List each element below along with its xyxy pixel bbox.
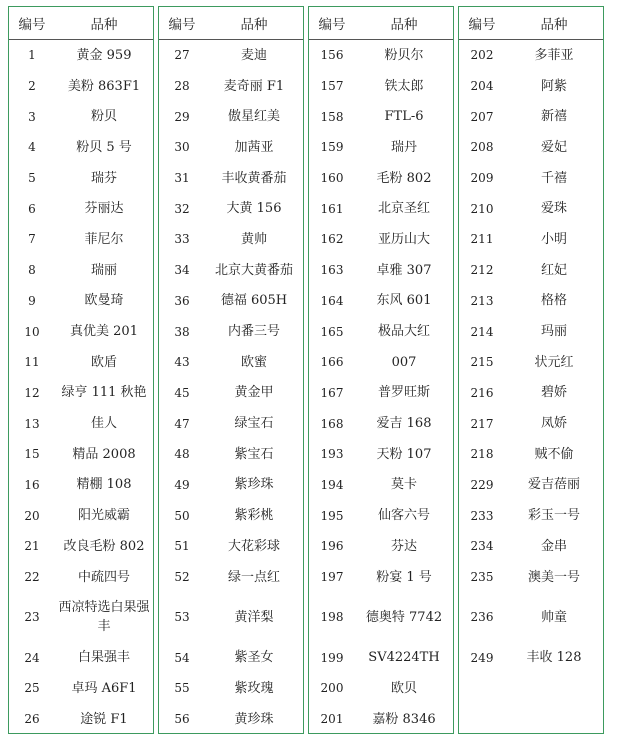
cell-number: 157 <box>320 79 344 94</box>
cell-variety: 紫圣女 <box>234 650 274 666</box>
cell-variety: 凤娇 <box>540 416 567 432</box>
table-row <box>159 286 303 317</box>
table-row <box>159 40 303 71</box>
table-row <box>9 193 153 224</box>
table-row <box>459 408 603 439</box>
table-row <box>309 704 453 735</box>
cell-number: 207 <box>470 109 494 124</box>
cell-variety: 仙客六号 <box>377 508 430 524</box>
cell-variety: 傲星红美 <box>227 109 280 125</box>
table-row <box>459 347 603 378</box>
cell-number: 208 <box>470 140 494 155</box>
cell-number: 31 <box>174 171 190 186</box>
table-row <box>9 224 153 255</box>
cell-variety: 西凉特选白果强丰 <box>58 600 150 635</box>
cell-variety: 内番三号 <box>227 324 280 340</box>
cell-number: 167 <box>320 385 344 400</box>
cell-number: 53 <box>174 610 190 625</box>
cell-variety: 铁太郎 <box>384 78 424 94</box>
cell-variety: 澳美一号 <box>527 569 580 585</box>
table-row <box>9 531 153 562</box>
cell-variety: 北京圣红 <box>377 201 430 217</box>
table-row <box>309 163 453 194</box>
table-row <box>9 316 153 347</box>
table-row <box>9 470 153 501</box>
table-row <box>159 347 303 378</box>
cell-variety: 红妃 <box>540 262 567 278</box>
cell-variety: 天粉 107 <box>376 446 432 462</box>
cell-number: 212 <box>470 263 494 278</box>
cell-number: 56 <box>174 712 190 727</box>
cell-number: 195 <box>320 508 344 523</box>
cell-number: 235 <box>470 570 494 585</box>
cell-variety: 芬达 <box>390 538 417 554</box>
header-variety: 品种 <box>540 17 568 33</box>
table-row <box>159 500 303 531</box>
cell-number: 210 <box>470 201 494 216</box>
cell-variety: 芬丽达 <box>84 201 124 217</box>
table-row <box>459 316 603 347</box>
table-row <box>9 286 153 317</box>
cell-number: 27 <box>174 48 190 63</box>
cell-number: 229 <box>470 477 494 492</box>
cell-variety: 紫玫瑰 <box>234 680 274 696</box>
table-row <box>159 592 303 642</box>
cell-variety: 粉贝 <box>90 109 117 125</box>
cell-number: 29 <box>174 109 190 124</box>
cell-number: 36 <box>174 293 190 308</box>
cell-variety: 黄金 959 <box>76 47 132 63</box>
table-row <box>309 592 453 642</box>
table-row <box>309 101 453 132</box>
table-row <box>309 378 453 409</box>
cell-variety: 彩玉一号 <box>527 508 580 524</box>
cell-variety: 小明 <box>540 231 567 247</box>
cell-variety: 欧盾 <box>90 354 117 370</box>
cell-number: 32 <box>174 201 190 216</box>
cell-number: 34 <box>174 263 190 278</box>
table-header <box>159 7 303 40</box>
cell-number: 5 <box>28 171 36 186</box>
table-row <box>459 224 603 255</box>
table-row <box>459 255 603 286</box>
table-row <box>9 132 153 163</box>
table-row <box>9 255 153 286</box>
table-row <box>309 673 453 704</box>
cell-number: 214 <box>470 324 494 339</box>
cell-number: 201 <box>320 712 344 727</box>
cell-variety: 紫彩桃 <box>234 508 274 524</box>
cell-number: 8 <box>28 263 36 278</box>
table-row <box>309 500 453 531</box>
table-row <box>309 642 453 673</box>
cell-variety: 卓玛 A6F1 <box>71 680 137 696</box>
cell-variety: 紫宝石 <box>234 446 274 462</box>
cell-number: 159 <box>320 140 344 155</box>
cell-variety: 嘉粉 8346 <box>372 711 436 727</box>
cell-number: 209 <box>470 171 494 186</box>
cell-variety: 莫卡 <box>390 477 417 493</box>
cell-number: 165 <box>320 324 344 339</box>
cell-variety: 德奥特 7742 <box>365 609 443 625</box>
table-row <box>459 163 603 194</box>
cell-number: 194 <box>320 477 344 492</box>
cell-variety: 金串 <box>540 538 567 554</box>
cell-number: 1 <box>28 48 36 63</box>
cell-variety: 欧曼琦 <box>84 293 124 309</box>
cell-number: 200 <box>320 681 344 696</box>
cell-number: 16 <box>24 477 40 492</box>
table-header <box>309 7 453 40</box>
cell-variety: 007 <box>391 354 417 370</box>
header-variety: 品种 <box>240 17 268 33</box>
cell-number: 193 <box>320 447 344 462</box>
table-row <box>459 642 603 673</box>
cell-variety: 欧贝 <box>390 680 417 696</box>
table-row <box>9 562 153 593</box>
table-row <box>9 704 153 735</box>
cell-variety: 贼不偷 <box>534 446 574 462</box>
cell-variety: 德福 605H <box>220 293 288 309</box>
cell-number: 3 <box>28 109 36 124</box>
cell-variety: 大花彩球 <box>227 538 280 554</box>
table-row <box>159 378 303 409</box>
cell-variety: 加茜亚 <box>234 139 274 155</box>
table-row <box>309 439 453 470</box>
table-row <box>159 71 303 102</box>
table-row <box>459 531 603 562</box>
table-row <box>159 101 303 132</box>
table-row <box>309 286 453 317</box>
cell-variety: 麦奇丽 F1 <box>223 78 285 94</box>
table-row <box>159 704 303 735</box>
cell-number: 45 <box>174 385 190 400</box>
cell-variety: 千禧 <box>540 170 567 186</box>
cell-variety: 麦迪 <box>240 47 267 63</box>
cell-number: 11 <box>24 355 40 370</box>
cell-variety: 多菲亚 <box>534 47 574 63</box>
table-row <box>159 673 303 704</box>
cell-number: 202 <box>470 48 494 63</box>
table-row <box>159 132 303 163</box>
cell-number: 2 <box>28 79 36 94</box>
cell-variety: 东风 601 <box>376 293 432 309</box>
cell-variety: 普罗旺斯 <box>377 385 430 401</box>
cell-number: 161 <box>320 201 344 216</box>
cell-variety: 北京大黄番茄 <box>214 262 293 278</box>
cell-variety: 绿宝石 <box>234 416 274 432</box>
cell-number: 25 <box>24 681 40 696</box>
cell-variety: 帅童 <box>540 609 567 625</box>
header-variety: 品种 <box>390 17 418 33</box>
cell-variety: 白果强丰 <box>77 650 130 666</box>
cell-number: 15 <box>24 447 40 462</box>
cell-variety: 粉贝尔 <box>384 47 424 63</box>
cell-number: 21 <box>24 539 40 554</box>
cell-variety: 真优美 201 <box>70 324 138 340</box>
cell-number: 218 <box>470 447 494 462</box>
table-row <box>159 408 303 439</box>
cell-number: 211 <box>470 232 494 247</box>
table-row <box>159 642 303 673</box>
table-block-3 <box>308 6 454 734</box>
cell-number: 7 <box>28 232 36 247</box>
cell-variety: 绿亨 111 秋艳 <box>61 385 147 401</box>
cell-variety: 爱吉 168 <box>376 416 432 432</box>
cell-variety: 瑞丹 <box>390 139 417 155</box>
table-row <box>9 101 153 132</box>
cell-number: 50 <box>174 508 190 523</box>
cell-variety: 瑞芬 <box>90 170 117 186</box>
cell-number: 47 <box>174 416 190 431</box>
table-row <box>159 562 303 593</box>
cell-number: 28 <box>174 79 190 94</box>
table-row <box>309 193 453 224</box>
cell-number: 197 <box>320 570 344 585</box>
cell-variety: 亚历山大 <box>377 231 430 247</box>
cell-number: 236 <box>470 610 494 625</box>
cell-number: 158 <box>320 109 344 124</box>
cell-number: 23 <box>24 610 40 625</box>
table-row <box>9 378 153 409</box>
cell-variety: 佳人 <box>90 416 117 432</box>
table-row <box>309 40 453 71</box>
cell-number: 24 <box>24 650 40 665</box>
cell-number: 168 <box>320 416 344 431</box>
table-row <box>159 193 303 224</box>
cell-number: 6 <box>28 201 36 216</box>
table-row <box>309 255 453 286</box>
cell-number: 49 <box>174 477 190 492</box>
table-row <box>9 642 153 673</box>
table-block-1 <box>8 6 154 734</box>
cell-number: 166 <box>320 355 344 370</box>
cell-variety: SV4224TH <box>368 650 440 666</box>
cell-number: 48 <box>174 447 190 462</box>
variety-table <box>8 6 604 734</box>
cell-variety: 大黄 156 <box>226 201 282 217</box>
table-row <box>9 408 153 439</box>
cell-number: 4 <box>28 140 36 155</box>
table-row <box>309 408 453 439</box>
table-row <box>309 71 453 102</box>
cell-number: 9 <box>28 293 36 308</box>
cell-number: 156 <box>320 48 344 63</box>
table-row <box>459 378 603 409</box>
table-row <box>159 316 303 347</box>
cell-number: 55 <box>174 681 190 696</box>
table-row <box>159 255 303 286</box>
cell-variety: 阳光威霸 <box>77 508 130 524</box>
table-row <box>9 592 153 642</box>
cell-variety: 菲尼尔 <box>84 231 124 247</box>
table-row <box>459 286 603 317</box>
cell-variety: 黄帅 <box>240 231 267 247</box>
header-number: 编号 <box>18 17 46 33</box>
table-row <box>9 673 153 704</box>
cell-variety: 瑞丽 <box>90 262 117 278</box>
cell-variety: 途锐 F1 <box>80 711 128 727</box>
cell-number: 43 <box>174 355 190 370</box>
cell-variety: 玛丽 <box>540 324 567 340</box>
cell-variety: 粉贝 5 号 <box>76 139 132 155</box>
cell-variety: 丰收黄番茄 <box>221 170 287 186</box>
table-block-4 <box>458 6 604 734</box>
cell-variety: 粉宴 1 号 <box>376 569 432 585</box>
table-row <box>459 101 603 132</box>
table-row <box>159 439 303 470</box>
cell-number: 162 <box>320 232 344 247</box>
table-row <box>9 500 153 531</box>
cell-variety: FTL-6 <box>384 109 424 125</box>
table-row <box>9 163 153 194</box>
cell-variety: 黄洋梨 <box>234 609 274 625</box>
cell-number: 215 <box>470 355 494 370</box>
cell-number: 30 <box>174 140 190 155</box>
cell-number: 10 <box>24 324 40 339</box>
cell-variety: 欧蜜 <box>240 354 267 370</box>
cell-number: 52 <box>174 570 190 585</box>
table-row <box>459 132 603 163</box>
header-variety: 品种 <box>90 17 118 33</box>
table-row <box>309 531 453 562</box>
cell-number: 249 <box>470 650 494 665</box>
cell-number: 51 <box>174 539 190 554</box>
header-number: 编号 <box>168 17 196 33</box>
cell-variety: 丰收 128 <box>526 650 582 666</box>
cell-number: 198 <box>320 610 344 625</box>
table-header <box>9 7 153 40</box>
cell-variety: 中疏四号 <box>77 569 130 585</box>
table-row <box>309 132 453 163</box>
cell-number: 33 <box>174 232 190 247</box>
cell-number: 12 <box>24 385 40 400</box>
table-row <box>9 347 153 378</box>
header-number: 编号 <box>468 17 496 33</box>
cell-variety: 爱珠 <box>540 201 567 217</box>
cell-number: 216 <box>470 385 494 400</box>
cell-number: 196 <box>320 539 344 554</box>
cell-number: 164 <box>320 293 344 308</box>
cell-number: 217 <box>470 416 494 431</box>
cell-variety: 毛粉 802 <box>376 170 432 186</box>
cell-variety: 精棚 108 <box>76 477 132 493</box>
table-row <box>309 562 453 593</box>
cell-number: 213 <box>470 293 494 308</box>
cell-number: 199 <box>320 650 344 665</box>
table-row <box>459 40 603 71</box>
table-row <box>159 470 303 501</box>
cell-variety: 黄珍珠 <box>234 711 274 727</box>
table-row <box>459 470 603 501</box>
table-row <box>309 316 453 347</box>
cell-variety: 卓雅 307 <box>376 262 432 278</box>
cell-variety: 紫珍珠 <box>234 477 274 493</box>
cell-variety: 碧娇 <box>540 385 567 401</box>
cell-variety: 爱妃 <box>540 139 567 155</box>
cell-variety: 格格 <box>540 293 567 309</box>
cell-number: 20 <box>24 508 40 523</box>
table-row <box>9 40 153 71</box>
cell-number: 233 <box>470 508 494 523</box>
table-row <box>459 500 603 531</box>
table-row <box>9 71 153 102</box>
table-block-2 <box>158 6 304 734</box>
cell-number: 204 <box>470 79 494 94</box>
table-row <box>309 347 453 378</box>
table-row <box>459 562 603 593</box>
table-row <box>159 531 303 562</box>
cell-variety: 阿紫 <box>540 78 567 94</box>
cell-number: 234 <box>470 539 494 554</box>
cell-number: 13 <box>24 416 40 431</box>
table-row <box>459 193 603 224</box>
cell-number: 54 <box>174 650 190 665</box>
header-number: 编号 <box>318 17 346 33</box>
cell-number: 160 <box>320 171 344 186</box>
table-row <box>459 71 603 102</box>
table-row <box>159 163 303 194</box>
cell-variety: 状元红 <box>534 354 574 370</box>
table-row <box>309 470 453 501</box>
table-row <box>459 592 603 642</box>
table-row <box>459 439 603 470</box>
table-header <box>459 7 603 40</box>
cell-variety: 改良毛粉 802 <box>63 538 145 554</box>
cell-variety: 绿一点红 <box>227 569 280 585</box>
cell-variety: 新禧 <box>540 109 567 125</box>
table-row <box>159 224 303 255</box>
table-row <box>309 224 453 255</box>
cell-number: 22 <box>24 570 40 585</box>
cell-number: 163 <box>320 263 344 278</box>
cell-variety: 精品 2008 <box>72 446 136 462</box>
cell-variety: 黄金甲 <box>234 385 274 401</box>
cell-number: 26 <box>24 712 40 727</box>
cell-variety: 极品大红 <box>377 324 430 340</box>
table-row <box>9 439 153 470</box>
cell-variety: 美粉 863F1 <box>67 78 141 94</box>
cell-variety: 爱吉蓓丽 <box>527 477 580 493</box>
cell-number: 38 <box>174 324 190 339</box>
